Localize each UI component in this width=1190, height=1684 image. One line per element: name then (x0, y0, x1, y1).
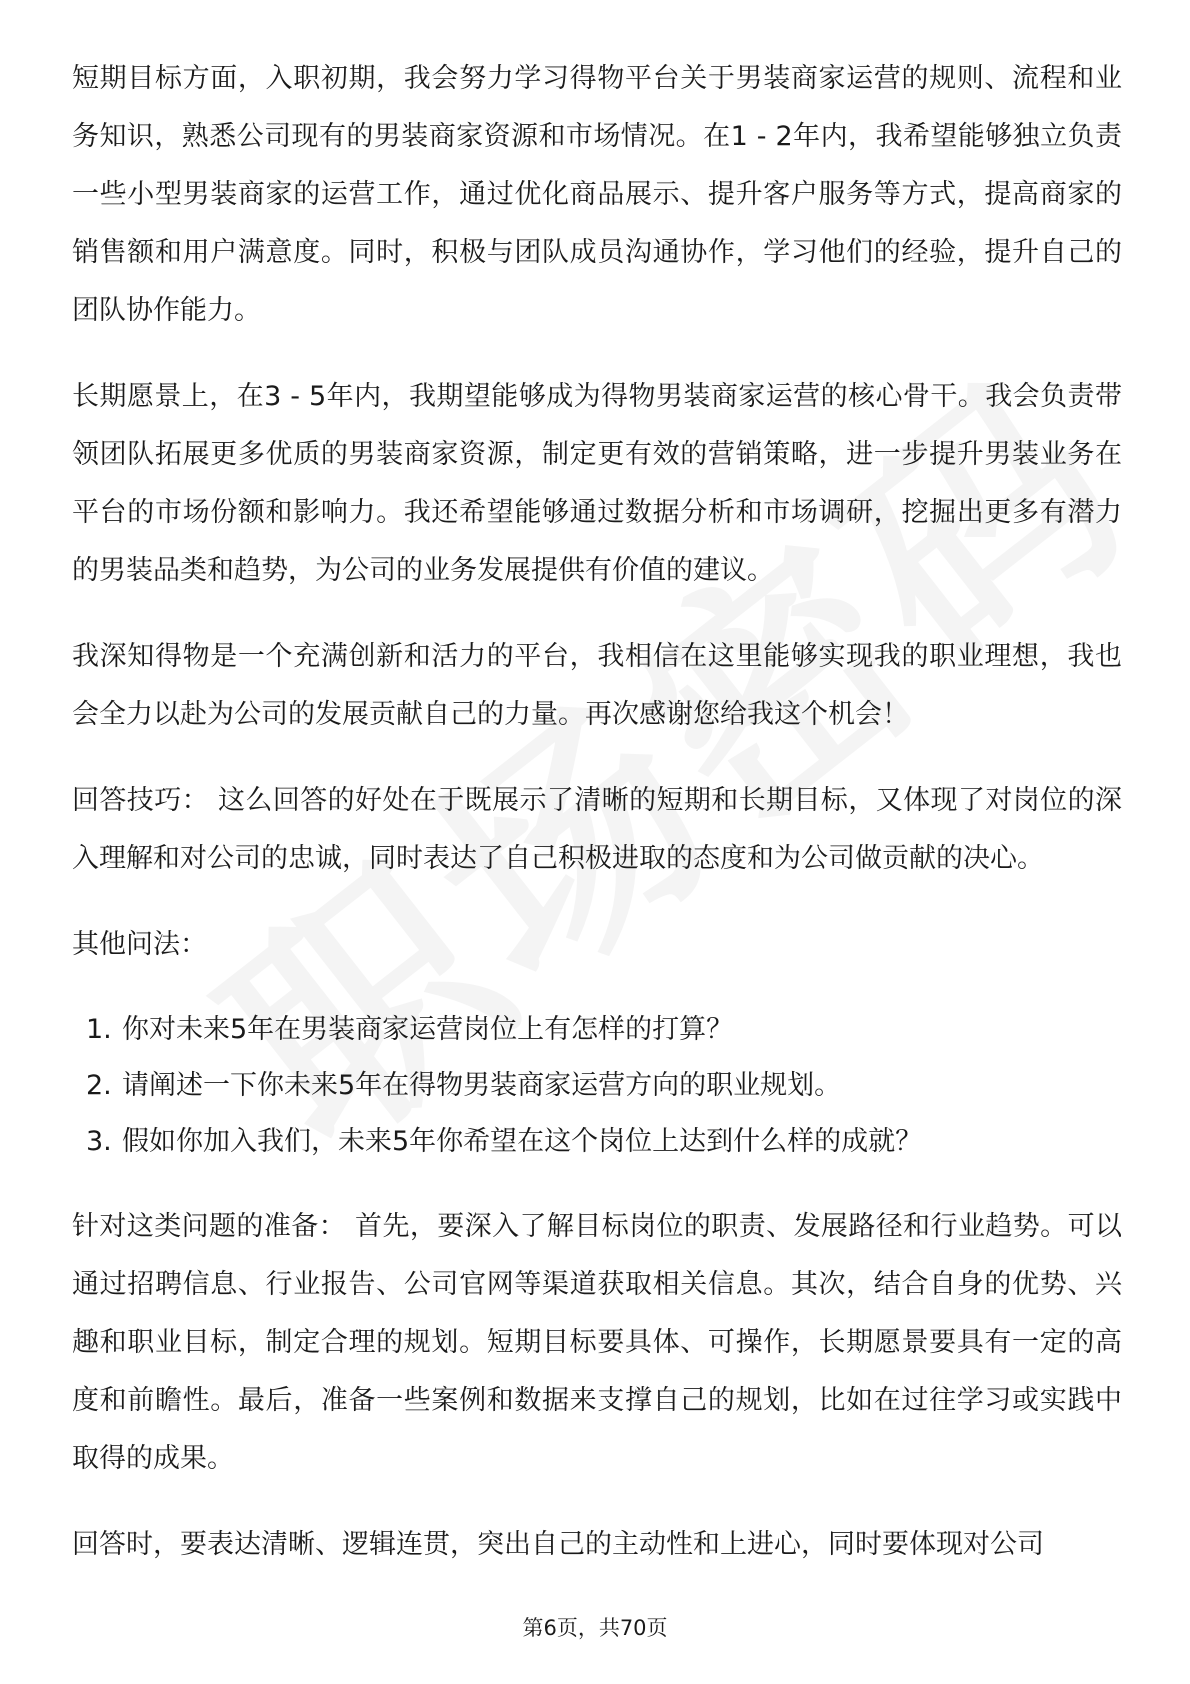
paragraph-answer-tips: 回答技巧： 这么回答的好处在于既展示了清晰的短期和长期目标，又体现了对岗位的深入理解和对公司的忠诚，同时表达了自己积极进取的态度和为公司做贡献的决心。 (72, 785, 1122, 874)
other-questions-list (72, 1002, 1122, 1170)
paragraph-short-term-goals: 短期目标方面，入职初期，我会努力学习得物平台关于男装商家运营的规则、流程和业务知识，熟悉公司现有的男装商家资源和市场情况。在1 - 2年内，我希望能够独立负责一些小型男装商家的运营工作，通过优化商品展示、提升客户服务等方式，提高商家的销售额和用户满意度。同时，积极与团队成员沟通协作，学习他们的经验，提升自己的团队协作能力。 (72, 63, 1122, 326)
list-item (72, 1058, 1122, 1114)
list-item-text: 你对未来5年在男装商家运营岗位上有怎样的打算？ (122, 1014, 734, 1045)
other-questions-heading: 其他问法： (72, 929, 207, 960)
paragraph-preparation: 针对这类问题的准备： 首先，要深入了解目标岗位的职责、发展路径和行业趋势。可以通过招聘信息、行业报告、公司官网等渠道获取相关信息。其次，结合自身的优势、兴趣和职业目标，制定合理的规划。短期目标要具体、可操作，长期愿景要具有一定的高度和前瞻性。最后，准备一些案例和数据来支撑自己的规划，比如在过往学习或实践中取得的成果。 (72, 1211, 1122, 1474)
list-item-number: 3. (86, 1126, 112, 1157)
list-item (72, 1002, 1122, 1058)
list-item (72, 1114, 1122, 1170)
paragraph-answer-advice: 回答时，要表达清晰、逻辑连贯，突出自己的主动性和上进心，同时要体现对公司 (72, 1529, 1044, 1560)
paragraph-closing: 我深知得物是一个充满创新和活力的平台，我相信在这里能够实现我的职业理想，我也会全力以赴为公司的发展贡献自己的力量。再次感谢您给我这个机会！ (72, 641, 1122, 730)
list-item-text: 假如你加入我们，未来5年你希望在这个岗位上达到什么样的成就？ (122, 1126, 923, 1157)
list-item-text: 请阐述一下你未来5年在得物男装商家运营方向的职业规划。 (122, 1070, 842, 1101)
paragraph-long-term-vision: 长期愿景上，在3 - 5年内，我期望能够成为得物男装商家运营的核心骨干。我会负责带领团队拓展更多优质的男装商家资源，制定更有效的营销策略，进一步提升男装业务在平台的市场份额和影响力。我还希望能够通过数据分析和市场调研，挖掘出更多有潜力的男装品类和趋势，为公司的业务发展提供有价值的建议。 (72, 381, 1122, 586)
list-item-number: 1. (86, 1014, 112, 1045)
document-body (72, 50, 1122, 1602)
page-number: 第6页，共70页 (522, 1616, 668, 1640)
list-item-number: 2. (86, 1070, 112, 1101)
